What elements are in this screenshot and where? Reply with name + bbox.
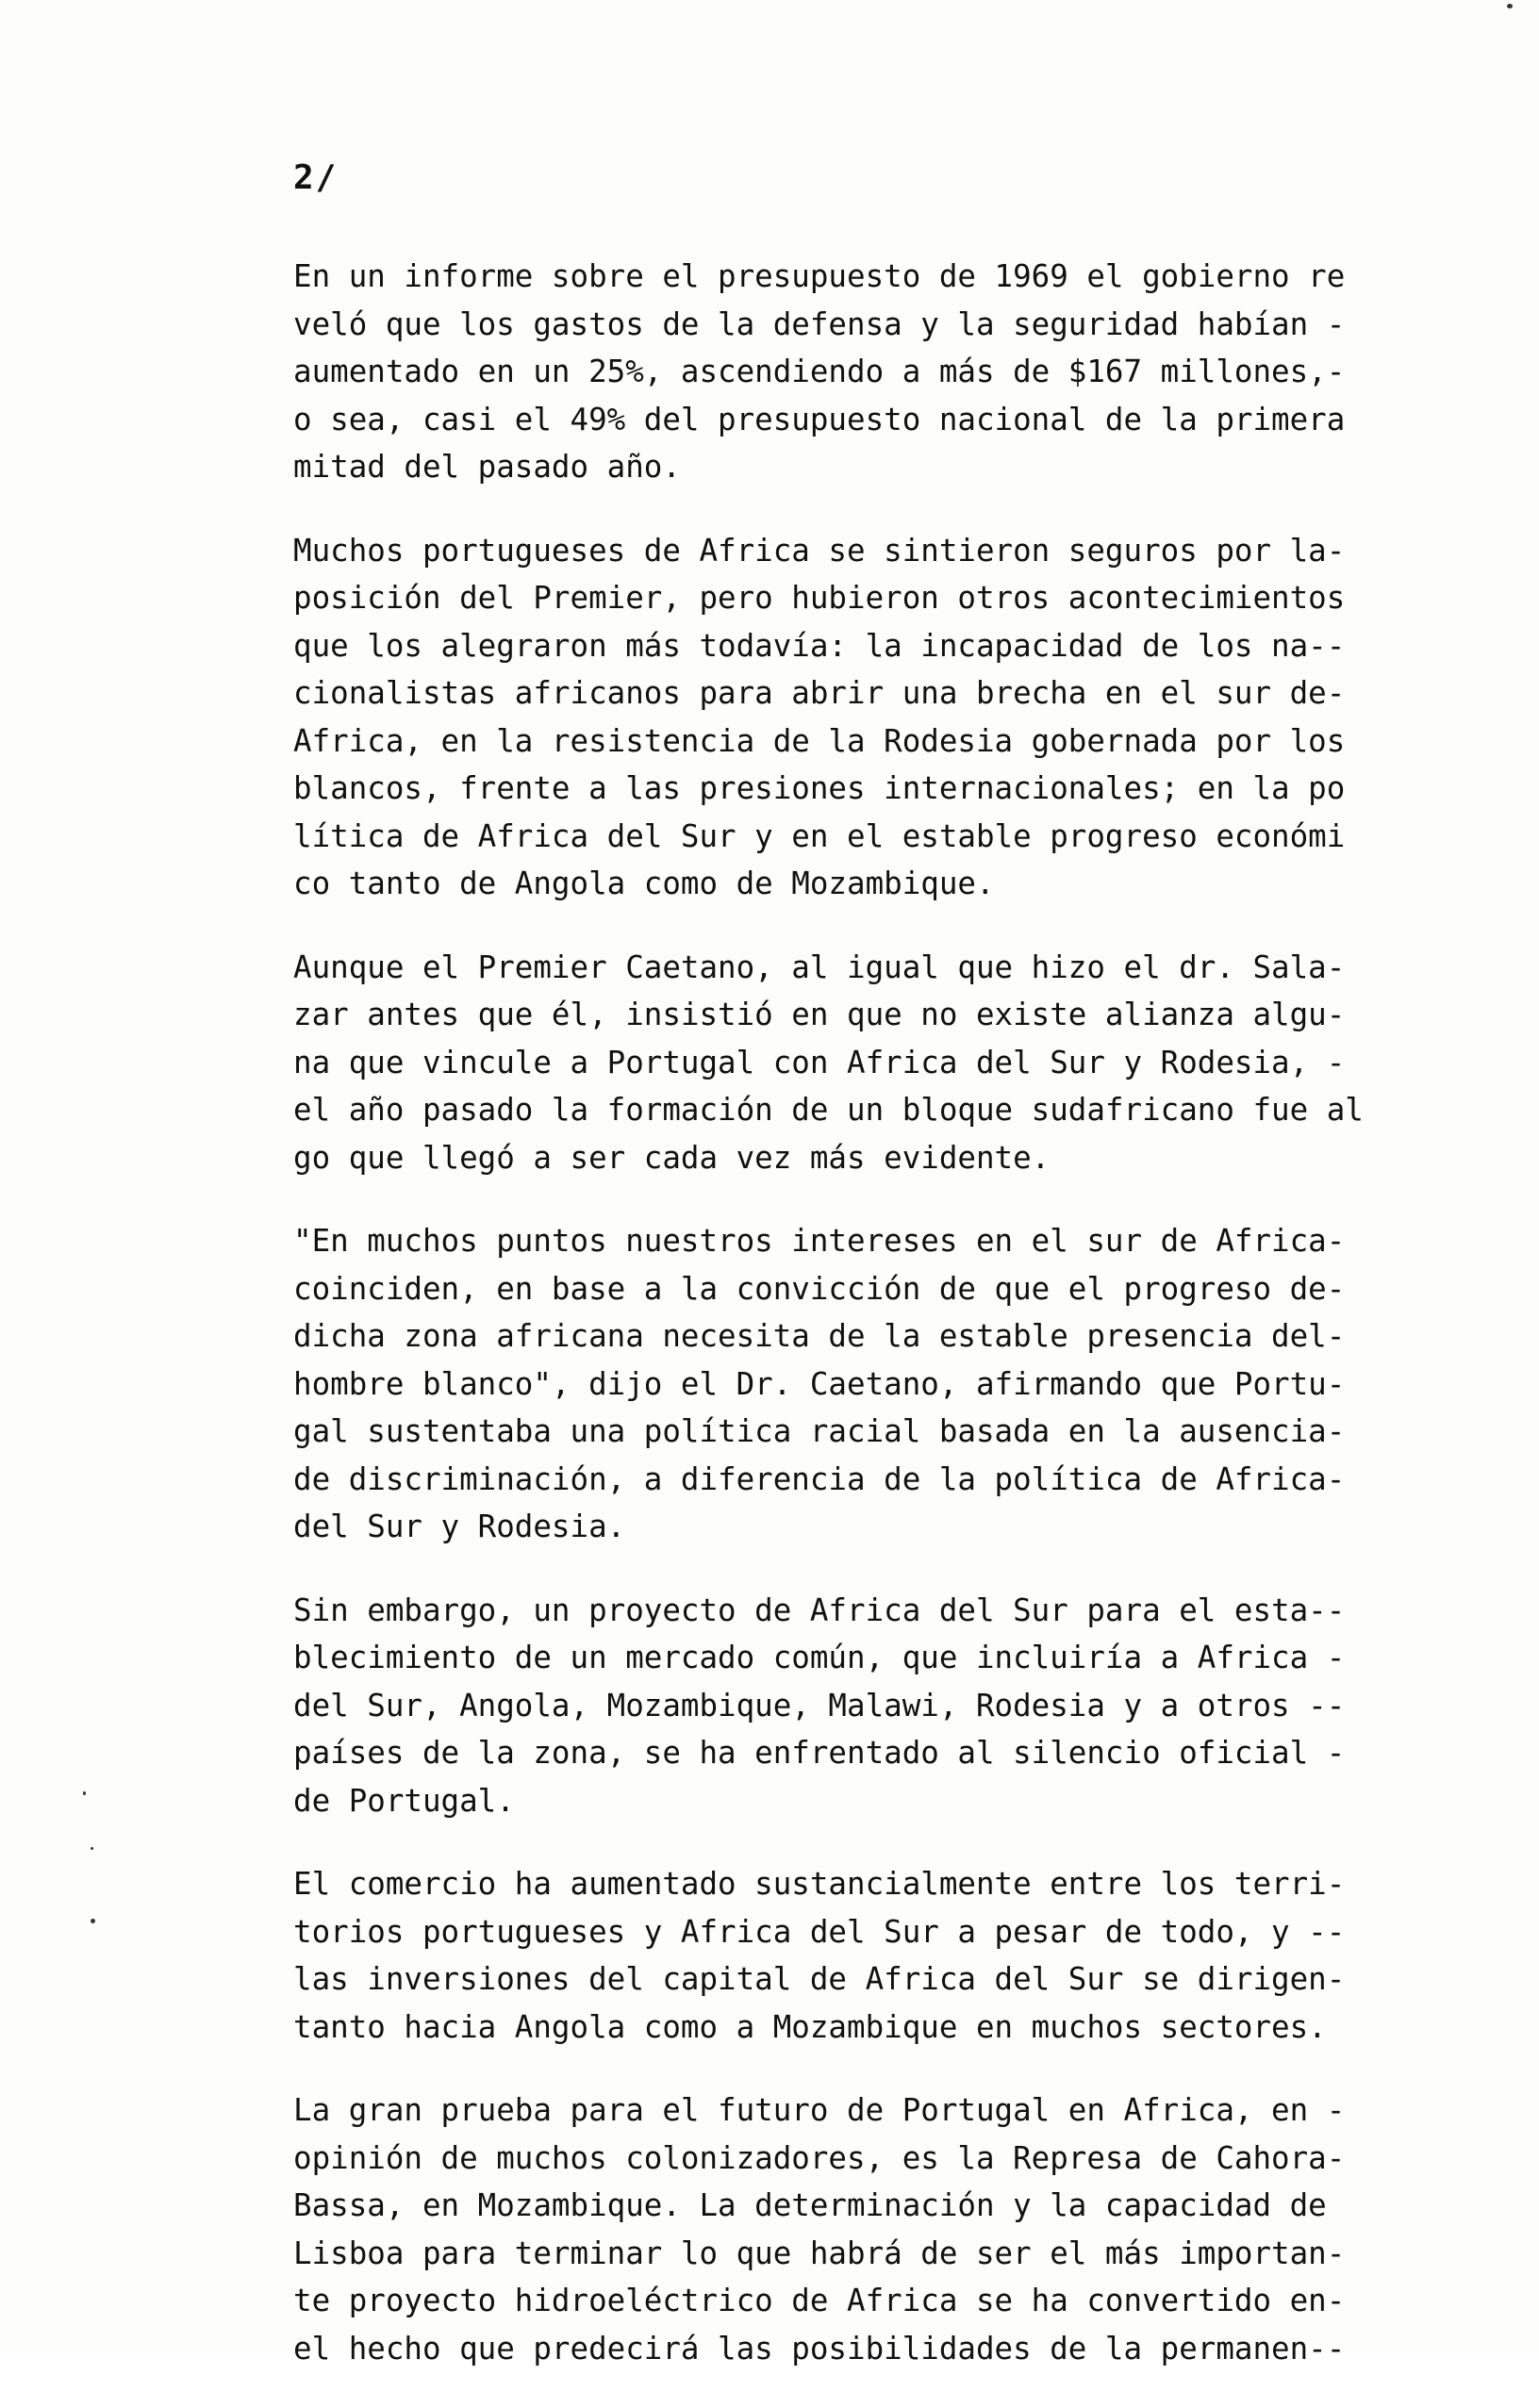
text-line: hombre blanco", dijo el Dr. Caetano, afirmando que Portu- [293, 1365, 1346, 1402]
scan-speck [91, 1847, 93, 1850]
text-line: que los alegraron más todavía: la incapacidad de los na-- [293, 627, 1346, 664]
text-line: te proyecto hidroeléctrico de Africa se ha convertido en- [293, 2283, 1346, 2318]
text-line: zar antes que él, insistió en que no existe alianza algu- [293, 997, 1346, 1032]
document-body [293, 253, 1406, 2408]
text-line: "En muchos puntos nuestros intereses en el sur de Africa- [293, 1223, 1346, 1259]
text-line: Muchos portugueses de Africa se sintieron seguros por la- [293, 532, 1346, 569]
text-line: gal sustentaba una política racial basada en la ausencia- [293, 1413, 1346, 1449]
paragraph [293, 2086, 1406, 2372]
text-line: Aunque el Premier Caetano, al igual que hizo el dr. Sala- [293, 948, 1346, 985]
text-line: posición del Premier, pero hubieron otros acontecimientos [293, 580, 1346, 616]
text-line: En un informe sobre el presupuesto de 1969 el gobierno re [293, 258, 1346, 294]
text-line: lítica de Africa del Sur y en el estable progreso económi [293, 817, 1346, 854]
text-line: cionalistas africanos para abrir una brecha en el sur de- [293, 675, 1346, 711]
paragraph [293, 1587, 1406, 1825]
text-line: blecimiento de un mercado común, que incluiría a Africa - [293, 1640, 1346, 1675]
text-line: El comercio ha aumentado sustancialmente entre los terri- [293, 1866, 1346, 1902]
text-line: La gran prueba para el futuro de Portugal en Africa, en - [293, 2092, 1346, 2128]
text-line: de Portugal. [293, 1782, 515, 1819]
text-line: Lisboa para terminar lo que habrá de ser el más importan- [293, 2235, 1346, 2271]
paragraph [293, 1217, 1406, 1551]
paragraph [293, 944, 1406, 1182]
text-line: na que vincule a Portugal con Africa del Sur y Rodesia, - [293, 1044, 1346, 1080]
page-number: 2/ [293, 158, 339, 197]
text-line: del Sur y Rodesia. [293, 1509, 626, 1544]
paragraph [293, 253, 1406, 491]
text-line: Africa, en la resistencia de la Rodesia gobernada por los [293, 722, 1346, 759]
text-line: el hecho que predecirá las posibilidades de la permanen-- [293, 2330, 1346, 2367]
text-line: torios portugueses y Africa del Sur a pesar de todo, y -- [293, 1913, 1346, 1950]
text-line: opinión de muchos colonizadores, es la Represa de Cahora- [293, 2139, 1346, 2176]
text-line: blancos, frente a las presiones internacionales; en la po [293, 770, 1346, 806]
scan-speck [83, 1791, 86, 1795]
text-line: las inversiones del capital de Africa del Sur se dirigen- [293, 1961, 1346, 1997]
paragraph [293, 1860, 1406, 2051]
text-line: dicha zona africana necesita de la estable presencia del- [293, 1318, 1346, 1354]
text-line: Bassa, en Mozambique. La determinación y la capacidad de [293, 2187, 1327, 2223]
text-line: aumentado en un 25%, ascendiendo a más de $167 millones,- [293, 354, 1346, 389]
text-line: tanto hacia Angola como a Mozambique en muchos sectores. [293, 2008, 1327, 2045]
text-line: del Sur, Angola, Mozambique, Malawi, Rodesia y a otros -- [293, 1687, 1346, 1724]
scan-speck [91, 1919, 95, 1923]
scan-speck [1507, 4, 1513, 8]
text-line: mitad del pasado año. [293, 449, 681, 485]
text-line: países de la zona, se ha enfrentado al silencio oficial - [293, 1735, 1346, 1771]
text-line: el año pasado la formación de un bloque sudafricano fue al [293, 1092, 1364, 1128]
text-line: co tanto de Angola como de Mozambique. [293, 866, 995, 901]
text-line: go que llegó a ser cada vez más evidente. [293, 1139, 1051, 1176]
text-line: coinciden, en base a la convicción de que el progreso de- [293, 1270, 1346, 1307]
text-line: o sea, casi el 49% del presupuesto nacional de la primera [293, 401, 1346, 437]
text-line: de discriminación, a diferencia de la política de Africa- [293, 1460, 1346, 1497]
text-line: Sin embargo, un proyecto de Africa del Sur para el esta-- [293, 1592, 1346, 1628]
paragraph [293, 527, 1406, 908]
text-line: veló que los gastos de la defensa y la seguridad habían - [293, 305, 1346, 342]
